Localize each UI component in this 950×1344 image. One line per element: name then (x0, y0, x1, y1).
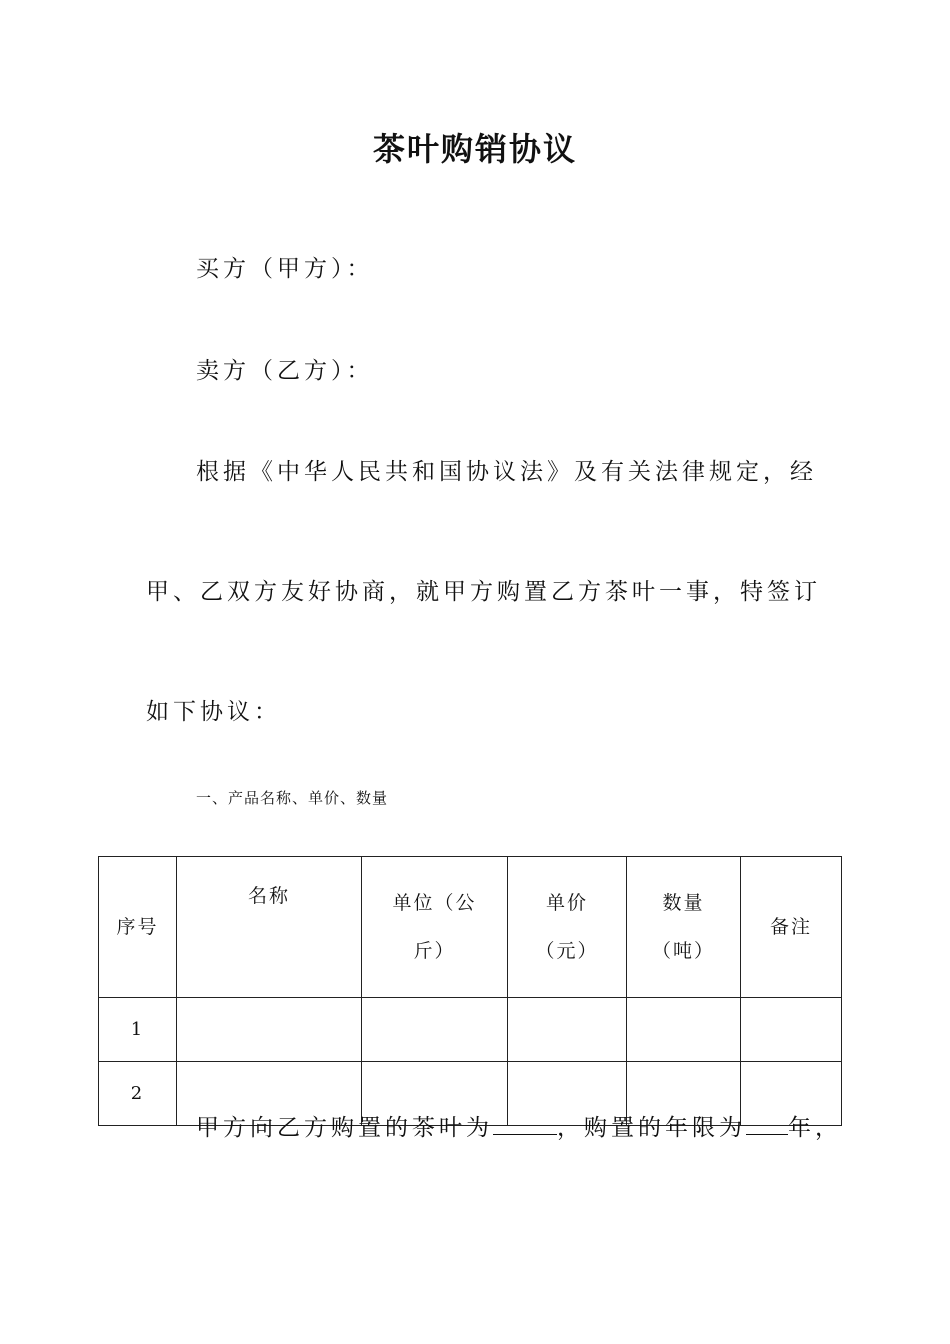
intro-line-1: 根据《中华人民共和国协议法》及有关法律规定，经 (196, 459, 817, 485)
tea-type-blank[interactable] (493, 1112, 557, 1135)
seller-label: 卖方（乙方）： (196, 358, 374, 384)
header-no: 序号 (99, 857, 177, 998)
header-qty-line1: 数量 (662, 892, 705, 914)
buyer-label: 买方（甲方）： (196, 256, 374, 282)
header-price-line1: 单价 (545, 892, 588, 914)
section-1-title: 一、产品名称、单价、数量 (196, 789, 389, 807)
clause-line (196, 1109, 842, 1142)
intro-line-3: 如下协议： (146, 699, 281, 725)
intro-line-2: 甲、乙双方友好协商，就甲方购置乙方茶叶一事，特签订 (146, 579, 821, 605)
cell-no: 2 (99, 1062, 177, 1126)
header-qty-line2: （吨） (651, 940, 715, 962)
years-blank[interactable] (746, 1112, 788, 1135)
cell-remark (741, 998, 842, 1062)
header-unit (362, 857, 508, 998)
document-title: 茶叶购销协议 (372, 130, 577, 168)
clause-part-1: 甲方向乙方购置的茶叶为 (196, 1115, 493, 1141)
cell-unit (362, 998, 508, 1062)
cell-qty (627, 998, 741, 1062)
header-price-line2: （元） (535, 940, 599, 962)
header-remark: 备注 (741, 857, 842, 998)
clause-part-2: ，购置的年限为 (557, 1115, 746, 1141)
cell-no: 1 (99, 998, 177, 1062)
cell-name (177, 998, 362, 1062)
clause-part-3: 年， (788, 1115, 842, 1141)
header-price (508, 857, 627, 998)
product-table (98, 856, 842, 1126)
table-header-row (99, 857, 842, 998)
header-unit-line2: 斤） (413, 940, 456, 962)
cell-price (508, 998, 627, 1062)
header-qty (627, 857, 741, 998)
header-name: 名称 (177, 857, 362, 998)
header-unit-line1: 单位（公 (392, 892, 477, 914)
table-row (99, 998, 842, 1062)
